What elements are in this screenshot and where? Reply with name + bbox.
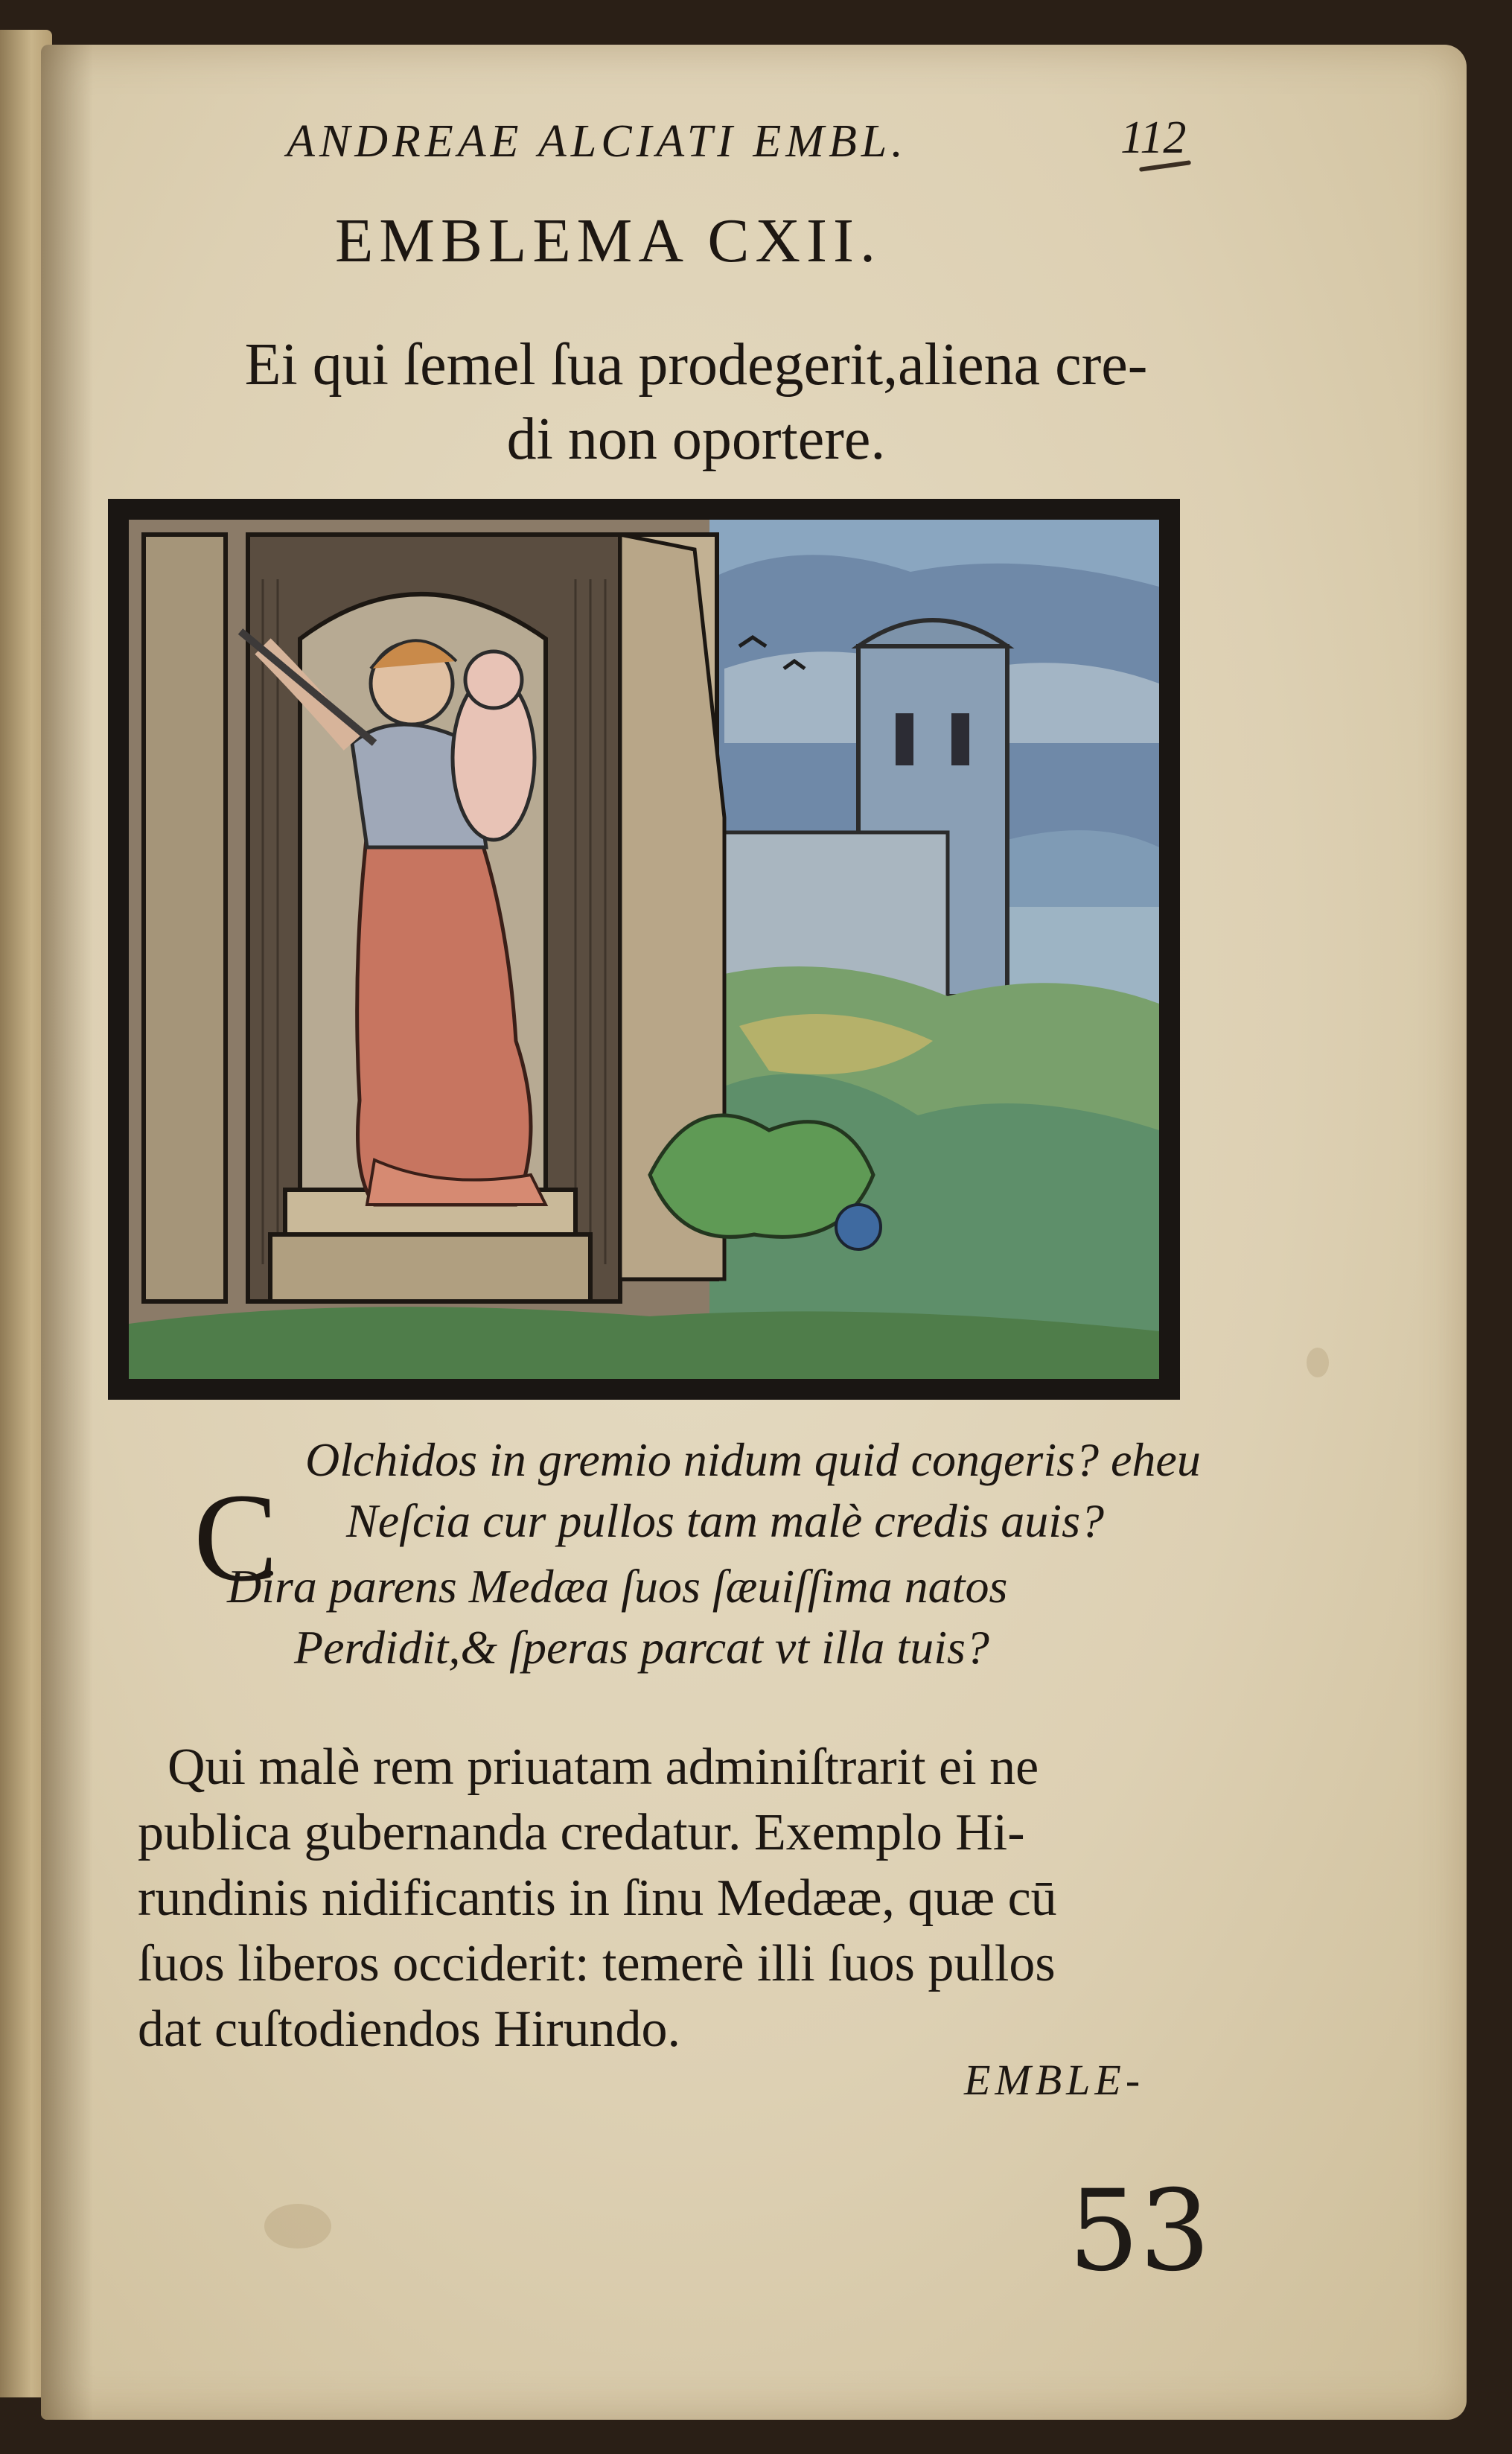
motto-line: Ei qui ſemel ſua prodegerit,aliena cre- [244,332,1148,398]
folio-number: 112 [1120,112,1187,163]
verse-line: Dira parens Medæa ſuos ſæuiſſima natos [227,1560,1008,1613]
book-page [41,45,1467,2420]
foxing-spot [1307,1348,1329,1377]
catchword: EMBLE- [964,2056,1145,2104]
verse-line: Olchidos in gremio nidum quid congeris? eheu [305,1433,1201,1486]
woodcut-illustration [129,520,1159,1379]
commentary-line: dat cuſtodiendos Hirundo. [138,2001,681,2058]
emblem-title: EMBLEMA CXII. [335,206,881,275]
foxing-spot [264,2204,331,2249]
woodcut-frame [108,499,1180,1400]
verse-line: Perdidit,& ſperas parcat vt illa tuis? [294,1621,989,1674]
motto-line: di non oportere. [506,407,886,472]
commentary [138,1735,1240,2062]
motto [190,328,1202,477]
commentary-line: rundinis nidificantis in ſinu Medææ, quæ cū [138,1870,1057,1927]
commentary-line: ſuos liberos occiderit: temerè illi ſuos pullos [138,1935,1056,1992]
stamped-page-number: 53 [1068,2167,1210,2296]
verse-line: Neſcia cur pullos tam malè credis auis? [346,1494,1104,1547]
commentary-line: publica gubernanda credatur. Exemplo Hi- [138,1804,1025,1861]
page-gutter-shadow [41,45,93,2420]
commentary-line: Qui malè rem priuatam adminiſtrarit ei ne [168,1738,1039,1796]
drop-capital: C [194,1467,278,1607]
running-head: ANDREAE ALCIATI EMBL. [287,116,907,167]
